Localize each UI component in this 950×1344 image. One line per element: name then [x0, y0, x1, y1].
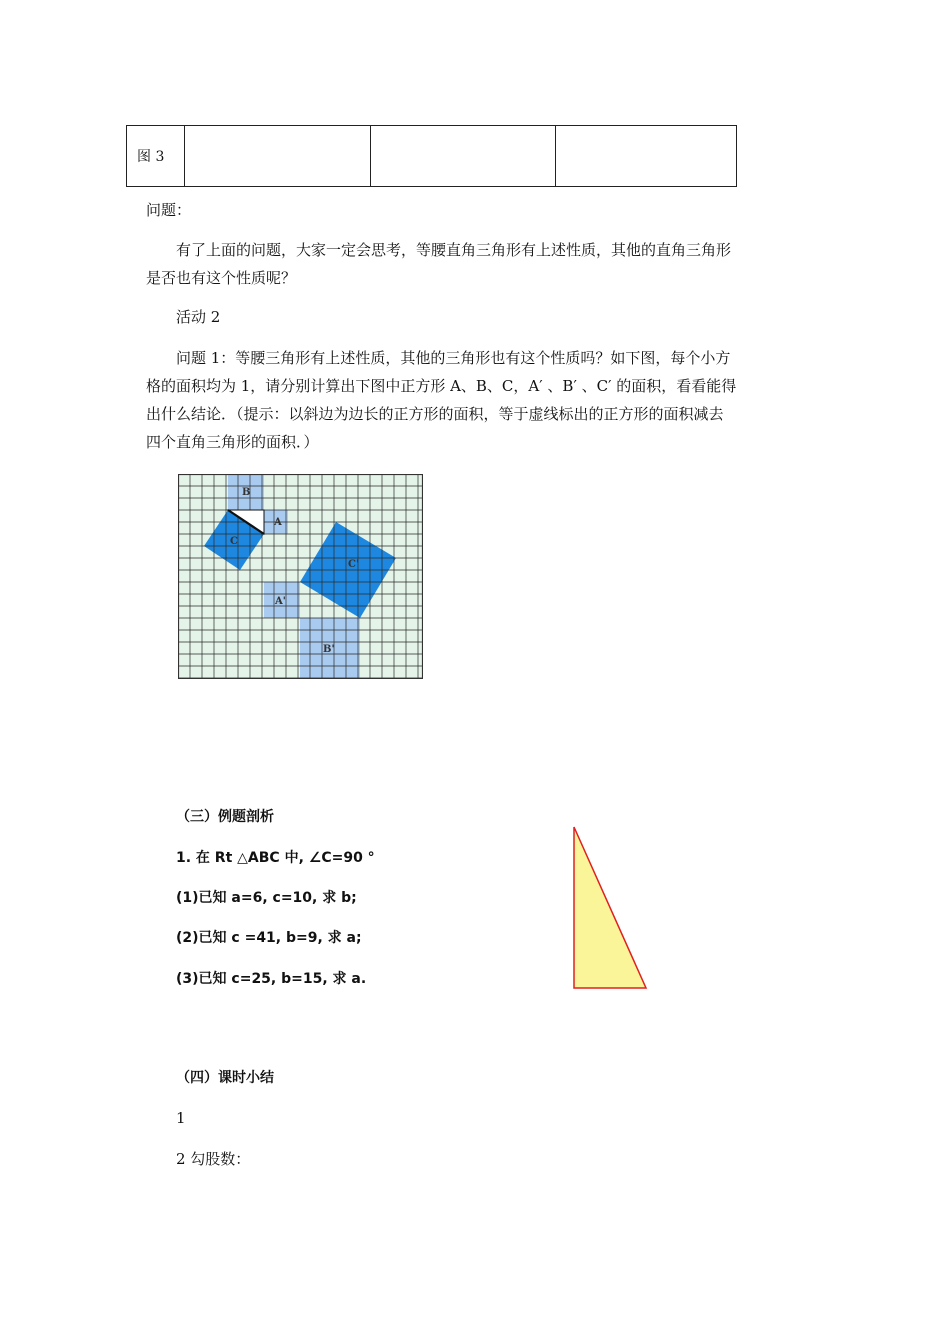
right-triangle-figure	[572, 825, 652, 993]
summary-line: 1	[176, 1109, 186, 1127]
table-cell	[556, 126, 737, 187]
example-item: (1)已知 a=6, c=10, 求 b;	[176, 890, 357, 906]
paragraph-line: 有了上面的问题，大家一定会思考，等腰直角三角形有上述性质，其他的直角三角形	[176, 241, 732, 259]
question1-line: 出什么结论．（提示：以斜边为边长的正方形的面积，等于虚线标出的正方形的面积减去	[146, 405, 724, 423]
section3-title: （三）例题剖析	[176, 809, 274, 825]
label-a: A	[274, 517, 282, 528]
question-label: 问题：	[146, 201, 192, 219]
figure3-table	[126, 125, 737, 187]
activity-heading: 活动 2	[176, 308, 221, 326]
question1-line: 格的面积均为 1，请分别计算出下图中正方形 A、B、C，A′ 、B′ 、C′ 的面积，看看能得	[146, 377, 737, 395]
example-heading: 1. 在 Rt △ABC 中, ∠C=90 °	[176, 850, 375, 866]
section4-title: （四）课时小结	[176, 1070, 274, 1086]
label-a-prime: A'	[275, 596, 286, 607]
summary-line: 2 勾股数：	[176, 1150, 251, 1168]
table-cell	[185, 126, 371, 187]
label-c-prime: C'	[348, 559, 360, 570]
triangle-abc	[574, 827, 646, 988]
label-b-prime: B'	[323, 644, 335, 655]
example-item: (3)已知 c=25, b=15, 求 a.	[176, 971, 367, 987]
example-item: (2)已知 c =41, b=9, 求 a;	[176, 930, 362, 946]
grid-squares-figure	[178, 474, 423, 679]
table-cell	[371, 126, 556, 187]
question1-line: 问题 1：等腰三角形有上述性质，其他的三角形也有这个性质吗？如下图，每个小方	[176, 349, 731, 367]
table-row	[127, 126, 737, 187]
paragraph-line: 是否也有这个性质呢？	[146, 269, 297, 287]
table-row-label: 图 3	[127, 126, 185, 187]
question1-line: 四个直角三角形的面积．）	[146, 433, 319, 451]
label-b: B	[242, 487, 251, 498]
label-c: C	[230, 536, 238, 547]
